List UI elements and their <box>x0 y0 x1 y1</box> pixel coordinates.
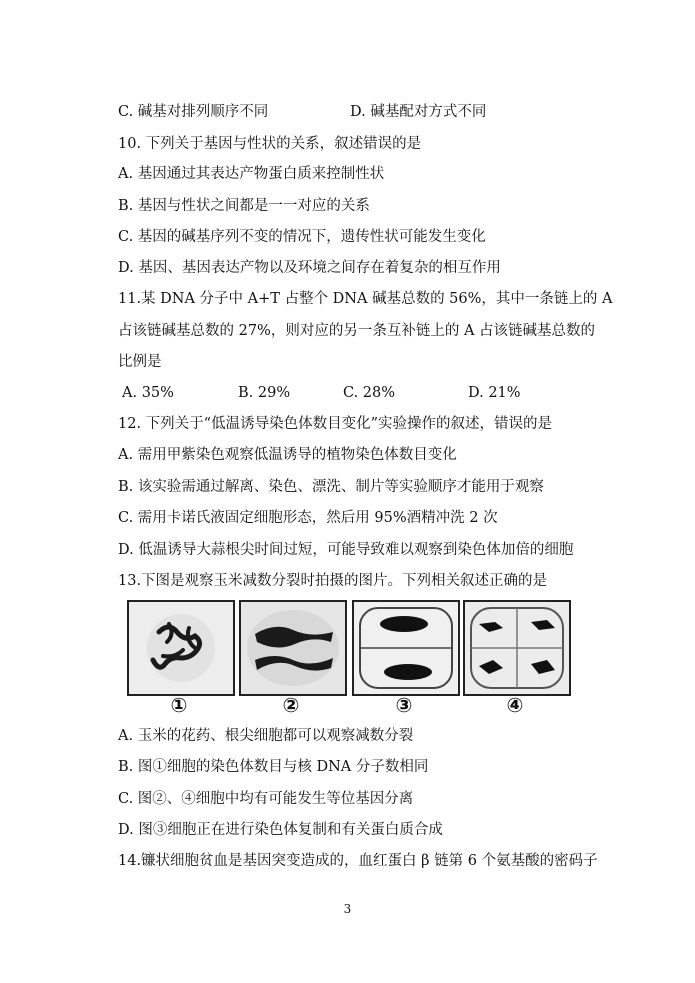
q12-option-b: B. 该实验需通过解离、染色、漂洗、制片等实验顺序才能用于观察 <box>118 479 544 495</box>
figure-4-image <box>463 600 571 696</box>
figure-3-label: ③ <box>395 693 413 717</box>
q9-option-d: D. 碱基配对方式不同 <box>350 104 487 120</box>
q11-stem-line-2: 占该链碱基总数的 27%，则对应的另一条互补链上的 A 占该链碱基总数的 <box>118 323 596 339</box>
q13-stem: 13.下图是观察玉米减数分裂时拍摄的图片。下列相关叙述正确的是 <box>118 573 548 589</box>
q10-option-d: D. 基因、基因表达产物以及环境之间存在着复杂的相互作用 <box>118 260 501 276</box>
figure-1-label: ① <box>170 693 188 717</box>
q11-option-c: C. 28% <box>343 385 396 401</box>
q11-stem-line-3: 比例是 <box>118 354 162 370</box>
q9-option-c: C. 碱基对排列顺序不同 <box>118 104 269 120</box>
q13-option-b: B. 图①细胞的染色体数目与核 DNA 分子数相同 <box>118 759 429 775</box>
page-number: 3 <box>343 902 352 916</box>
figure-4-label: ④ <box>506 693 524 717</box>
figure-2-label: ② <box>282 693 300 717</box>
q11-option-b: B. 29% <box>238 385 291 401</box>
q12-option-c: C. 需用卡诺氏液固定细胞形态，然后用 95%酒精冲洗 2 次 <box>118 510 498 526</box>
q13-option-c: C. 图②、④细胞中均有可能发生等位基因分离 <box>118 791 414 807</box>
q13-option-d: D. 图③细胞正在进行染色体复制和有关蛋白质合成 <box>118 822 443 838</box>
q10-option-c: C. 基因的碱基序列不变的情况下，遗传性状可能发生变化 <box>118 229 486 245</box>
figure-2-image <box>239 600 347 696</box>
q12-option-a: A. 需用甲紫染色观察低温诱导的植物染色体数目变化 <box>118 447 457 463</box>
q11-option-a: A. 35% <box>122 385 174 401</box>
q13-option-a: A. 玉米的花药、根尖细胞都可以观察减数分裂 <box>118 728 414 744</box>
meiosis-figures <box>127 600 567 720</box>
q14-stem: 14.镰状细胞贫血是基因突变造成的，血红蛋白 β 链第 6 个氨基酸的密码子 <box>118 853 598 869</box>
q11-stem-line-1: 11.某 DNA 分子中 A+T 占整个 DNA 碱基总数的 56%，其中一条链上的 A <box>118 291 613 307</box>
q12-stem: 12. 下列关于“低温诱导染色体数目变化”实验操作的叙述，错误的是 <box>118 416 552 432</box>
figure-3-image <box>352 600 460 696</box>
q10-option-b: B. 基因与性状之间都是一一对应的关系 <box>118 198 370 214</box>
q10-stem: 10. 下列关于基因与性状的关系，叙述错误的是 <box>118 136 422 152</box>
q11-option-d: D. 21% <box>468 385 521 401</box>
figure-1-image <box>127 600 235 696</box>
q10-option-a: A. 基因通过其表达产物蛋白质来控制性状 <box>118 166 385 182</box>
q12-option-d: D. 低温诱导大蒜根尖时间过短，可能导致难以观察到染色体加倍的细胞 <box>118 542 574 558</box>
